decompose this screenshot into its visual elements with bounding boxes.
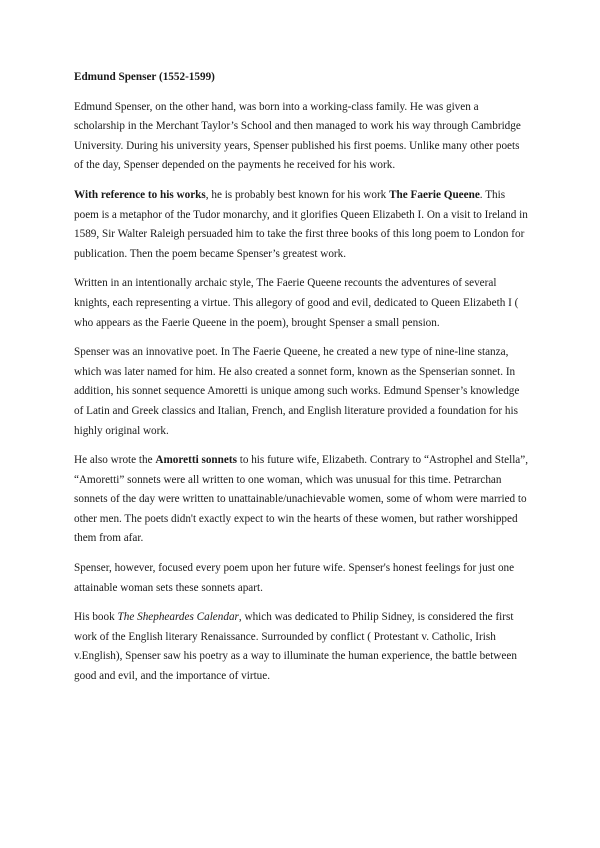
paragraph-text: Spenser, however, focused every poem upon her future wife. Spenser's honest feelings for just one attainable woman sets these sonnets apart. — [74, 562, 515, 594]
bold-amoretti: Amoretti sonnets — [155, 454, 237, 467]
paragraph-text: . This poem is a metaphor of the Tudor monarchy, and it glorifies Queen Elizabeth I. On a visit to Ireland in 1589, Sir Walter Raleigh persuaded him to take the first three books of this long poem to London for publication. Then the poem became Spenser’s greatest work. — [74, 188, 528, 260]
paragraph-text: He also wrote the — [74, 454, 156, 467]
bold-work-title: The Faerie Queene — [389, 188, 480, 201]
paragraph-text: Edmund Spenser, on the other hand, was born into a working-class family. He was given a scholarship in the Merchant Taylor’s School and then managed to work his way through Cambridge University. During his university years, Spenser published his first poems. Unlike many other poets of the day, Spenser depended on the payments he received for his work. — [74, 100, 521, 172]
paragraph-text: to his future wife, Elizabeth. Contrary to “Astrophel and Stella”, “Amoretti” sonnets were all written to one woman, which was unusual for this time. Petrarchan sonnets of the day were written to unattainable/unachievable women, some of whom were married to other men. The poets didn't exactly expect to win the hearts of these women, but rather worshipped them from afar. — [74, 454, 529, 545]
paragraph-shepheardes-calendar — [74, 608, 530, 686]
paragraph-text: Spenser was an innovative poet. In The Faerie Queene, he created a new type of nine-line stanza, which was later named for him. He also created a sonnet form, known as the Spenserian sonnet. In addition, his sonnet sequence Amoretti is unique among such works. Edmund Spenser’s knowledge of Latin and Greek classics and Italian, French, and English literature provided a foundation for his highly original work. — [74, 346, 520, 437]
document-title: Edmund Spenser (1552-1599) — [74, 71, 215, 83]
paragraph-early-life — [74, 98, 530, 176]
paragraph-innovation — [74, 343, 530, 441]
bold-lead: With reference to his works — [74, 188, 206, 201]
paragraph-text: , he is probably best known for his work — [205, 188, 390, 201]
paragraph-text: His book — [74, 611, 118, 624]
italic-book-title: The Shepheardes Calendar — [117, 611, 239, 624]
paragraph-text: , which was dedicated to Philip Sidney, is considered the first work of the English literary Renaissance. Surrounded by conflict ( Protestant v. Catholic, Irish v.English), Spenser saw his poetry as a way to illuminate the human experience, the battle between good and evil, and the importance of virtue. — [74, 611, 517, 683]
paragraph-amoretti — [74, 451, 530, 549]
paragraph-focus — [74, 559, 530, 598]
document-page — [74, 68, 530, 697]
paragraph-text: Written in an intentionally archaic style, The Faerie Queene recounts the adventures of several knights, each representing a virtue. This allegory of good and evil, dedicated to Queen Elizabeth I ( who appears as the Faerie Queene in the poem), brought Spenser a small pension. — [74, 277, 519, 329]
paragraph-faerie-queene — [74, 274, 530, 333]
paragraph-works — [74, 186, 530, 264]
